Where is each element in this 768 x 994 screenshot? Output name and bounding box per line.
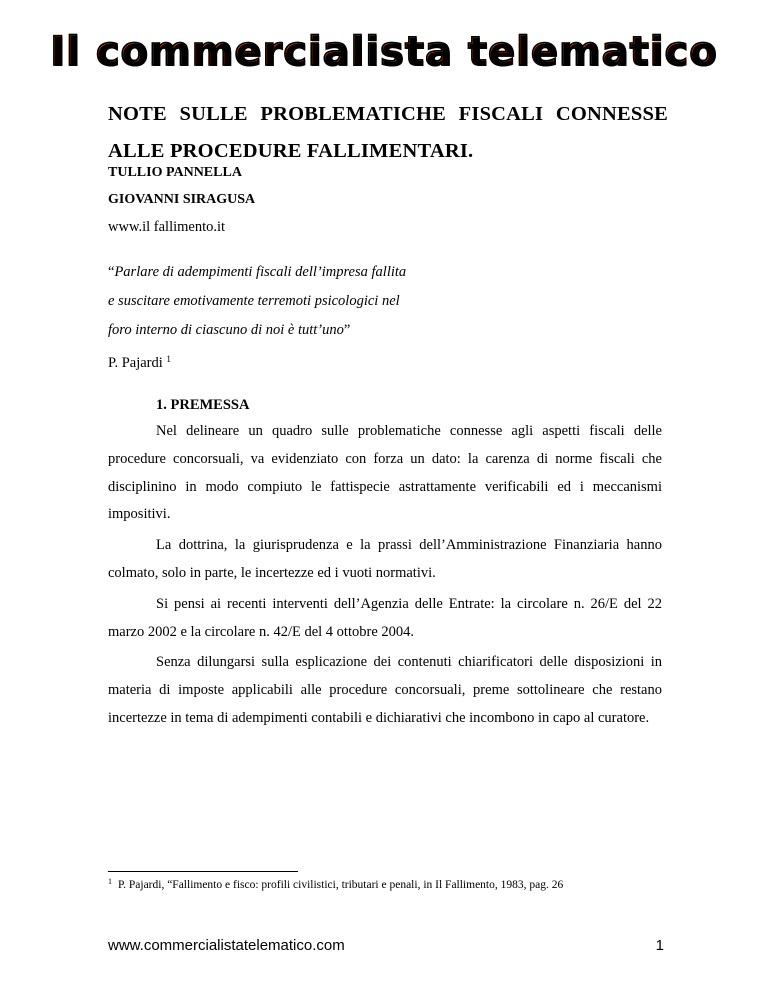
footnote-text: P. Pajardi, “Fallimento e fisco: profili civilistici, tributari e penali, in Il Fallimento, 1983, pag. 26 (118, 879, 564, 891)
paragraph: Senza dilungarsi sulla esplicazione dei contenuti chiarificatori delle disposizioni in materia di imposte applicabili alle procedure concorsuali, preme sottolineare che restano incertezze in tema di adempimenti contabili e dichiarativi che incombono in capo al curatore. (108, 654, 662, 726)
epigraph-attribution: P. Pajardi $^1$ (108, 354, 171, 371)
author-name: TULLIO PANNELLA (108, 165, 242, 180)
paragraph: La dottrina, la giurisprudenza e la prassi dell’Amministrazione Finanziaria hanno colmato, solo in parte, le incertezze ed i vuoti normativi. (108, 537, 662, 581)
title-word: FISCALI (458, 103, 544, 125)
page-number: 1 (655, 937, 664, 954)
epigraph-line: e suscitare emotivamente terremoti psicologici nel (108, 293, 400, 309)
paragraph: Nel delineare un quadro sulle problematiche connesse agli aspetti fiscali delle procedure concorsuali, va evidenziato con forza un dato: la carenza di norme fiscali che disciplinino in modo compiuto le fattispecie astrattamente verificabili ed i meccanismi impositivi. (108, 423, 662, 523)
author-name: GIOVANNI SIRAGUSA (108, 192, 256, 207)
footer-url[interactable]: www.commercialistatelematico.com (108, 937, 345, 954)
footnote-ref[interactable]: 1 (166, 354, 171, 364)
logo-text: Il commercialista telematico (50, 29, 718, 75)
title-word: PROBLEMATICHE (260, 103, 447, 125)
website-link[interactable]: www.il fallimento.it (108, 219, 226, 235)
title-word: NOTE (108, 103, 167, 125)
footnote-divider (108, 871, 298, 872)
epigraph-line: “Parlare di adempimenti fiscali dell’impresa fallita (108, 264, 407, 280)
title-line-2: ALLE PROCEDURE FALLIMENTARI. (108, 140, 474, 162)
title-word: CONNESSE (555, 103, 668, 125)
article-title (108, 96, 668, 170)
title-word: SULLE (179, 103, 248, 125)
footnote-number: 1 (108, 877, 112, 886)
section-heading: 1. PREMESSA (156, 397, 250, 413)
section-body (108, 418, 662, 733)
epigraph-line: foro interno di ciascuno di noi è tutt’uno” (108, 322, 351, 338)
footnote (108, 877, 563, 891)
paragraph: Si pensi ai recenti interventi dell’Agenzia delle Entrate: la circolare n. 26/E del 22 marzo 2002 e la circolare n. 42/E del 4 ottobre 2004. (108, 595, 662, 640)
title-line-1 (108, 96, 668, 133)
site-logo (0, 29, 768, 75)
epigraph (108, 258, 406, 378)
